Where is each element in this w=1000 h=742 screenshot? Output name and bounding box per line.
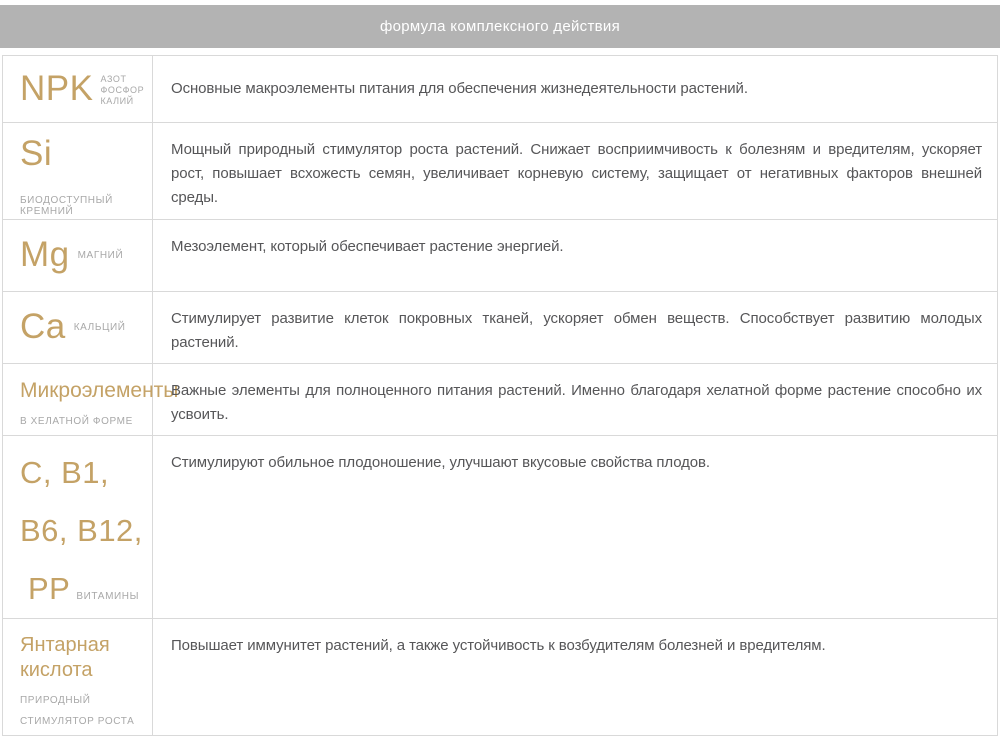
element-symbol-line [20,560,152,618]
element-sublabel: ВИТАМИНЫ [76,591,140,602]
element-sublabel: ФОСФОР [100,84,145,95]
element-symbol: Янтарная кислота [20,634,110,681]
table-row-succinic-acid [3,618,997,735]
element-sublabel: ПРИРОДНЫЙ [20,695,91,706]
element-cell [3,123,153,219]
element-description: Стимулирует развитие клеток покровных тканей, ускоряет обмен веществ. Способствует развитию молодых растений. [171,310,982,351]
element-cell [3,364,179,435]
element-sublabel: В ХЕЛАТНОЙ ФОРМЕ [20,416,133,427]
table-row-npk [3,56,997,122]
element-symbol-line: B6, B12, [20,513,143,548]
element-sublabel: КАЛИЙ [100,95,134,106]
element-cell [3,56,153,122]
element-symbol: Микроэлементы [20,379,179,402]
table-row-mg [3,219,997,291]
element-description: Важные элементы для полноценного питания растений. Именно благодаря хелатной форме растение способно их усвоить. [171,382,982,423]
element-cell [3,292,153,363]
element-sublabel-stack [100,74,144,107]
element-description: Основные макроэлементы питания для обеспечения жизнедеятельности растений. [171,80,748,97]
element-symbol: NPK [20,68,94,108]
formula-table [2,55,998,736]
table-row-vitamins [3,435,997,618]
element-symbol: Mg [20,235,70,275]
section-title: формула комплексного действия [379,18,621,35]
table-row-si [3,122,997,219]
table-row-microelements [3,363,997,435]
element-symbol: Ca [20,307,66,347]
element-cell [3,619,153,735]
section-header [0,5,1000,48]
element-sublabel: КАЛЬЦИЙ [73,322,126,333]
element-sublabel: АЗОТ [100,73,127,84]
element-cell [3,436,153,618]
element-sublabel: БИОДОСТУПНЫЙ КРЕМНИЙ [20,194,113,217]
element-symbol: Si [20,134,53,173]
element-symbol-line: C, B1, [20,455,110,490]
element-description: Мощный природный стимулятор роста растений. Снижает восприимчивость к болезням и вредителям, ускоряет рост, повышает всхожесть семян, увеличивает корневую систему, защищает от негативных факторов внешней среды. [171,141,982,206]
element-description: Стимулируют обильное плодоношение, улучшают вкусовые свойства плодов. [171,454,710,471]
element-description: Мезоэлемент, который обеспечивает растение энергией. [171,238,564,255]
element-sublabel: МАГНИЙ [77,250,124,261]
element-description: Повышает иммунитет растений, а также устойчивость к возбудителям болезней и вредителям. [171,637,826,654]
element-cell [3,220,153,291]
element-symbol: PP [28,571,71,606]
table-row-ca [3,291,997,363]
element-sublabel: СТИМУЛЯТОР РОСТА [20,716,135,727]
